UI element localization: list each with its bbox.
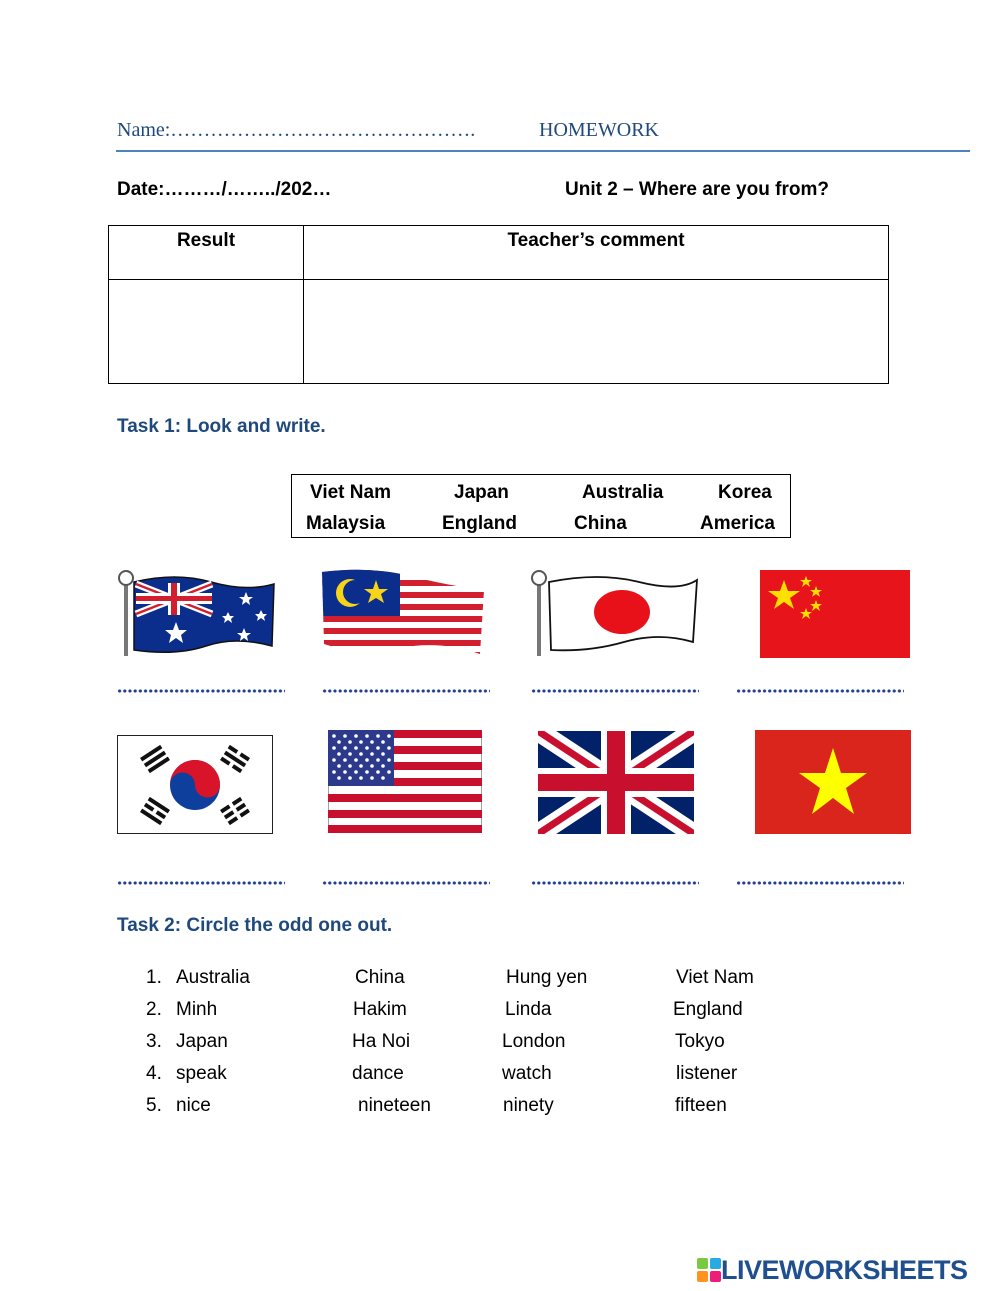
word-option[interactable]: watch	[502, 1063, 552, 1084]
word-option[interactable]: Viet Nam	[676, 967, 754, 988]
answer-line-4[interactable]	[736, 688, 904, 694]
date-field-label: Date:………/……../202…	[117, 179, 332, 200]
word-option[interactable]: Hakim	[353, 999, 407, 1020]
teacher-comment-header: Teacher’s comment	[304, 226, 889, 280]
task1-title: Task 1: Look and write.	[117, 416, 326, 437]
row-number: 4.	[146, 1063, 162, 1084]
word-option[interactable]: listener	[676, 1063, 738, 1084]
word-option[interactable]: Hung yen	[506, 967, 588, 988]
word-option[interactable]: Australia	[176, 967, 250, 988]
word-option[interactable]: speak	[176, 1063, 227, 1084]
uk-flag	[538, 731, 694, 834]
word-option[interactable]: dance	[352, 1063, 404, 1084]
unit-title: Unit 2 – Where are you from?	[565, 179, 829, 200]
answer-line-8[interactable]	[736, 880, 904, 886]
word-bank-item: Korea	[718, 482, 772, 503]
page-title: HOMEWORK	[539, 119, 659, 141]
korea-flag	[117, 735, 273, 834]
result-header: Result	[109, 226, 304, 280]
row-number: 2.	[146, 999, 162, 1020]
japan-flag	[529, 570, 701, 658]
word-option[interactable]: England	[673, 999, 743, 1020]
word-option[interactable]: Tokyo	[675, 1031, 725, 1052]
header-divider	[116, 150, 970, 152]
word-bank-item: Australia	[582, 482, 664, 503]
row-number: 3.	[146, 1031, 162, 1052]
name-field-label: Name:……………………………………….	[117, 119, 476, 141]
word-option[interactable]: Linda	[505, 999, 552, 1020]
vietnam-flag	[755, 730, 911, 834]
word-bank-item: Viet Nam	[310, 482, 391, 503]
result-table	[108, 225, 889, 384]
liveworksheets-logo	[697, 1256, 968, 1284]
logo-text: LIVEWORKSHEETS	[721, 1255, 968, 1285]
answer-line-3[interactable]	[531, 688, 699, 694]
result-cell[interactable]	[109, 280, 304, 384]
word-bank-item: Japan	[454, 482, 509, 503]
word-option[interactable]: London	[502, 1031, 566, 1052]
word-bank	[291, 474, 791, 538]
answer-line-1[interactable]	[117, 688, 285, 694]
row-number: 1.	[146, 967, 162, 988]
answer-line-6[interactable]	[322, 880, 490, 886]
answer-line-2[interactable]	[322, 688, 490, 694]
word-option[interactable]: nice	[176, 1095, 211, 1116]
word-option[interactable]: Ha Noi	[352, 1031, 411, 1052]
word-option[interactable]: ninety	[503, 1095, 554, 1116]
word-option[interactable]: China	[355, 967, 405, 988]
answer-line-7[interactable]	[531, 880, 699, 886]
china-flag	[760, 570, 910, 658]
task2-title: Task 2: Circle the odd one out.	[117, 915, 393, 936]
word-bank-item: Malaysia	[306, 513, 386, 534]
teacher-comment-cell[interactable]	[304, 280, 889, 384]
usa-flag	[328, 730, 482, 833]
answer-line-5[interactable]	[117, 880, 285, 886]
word-option[interactable]: fifteen	[675, 1095, 727, 1116]
australia-flag	[116, 570, 278, 658]
word-bank-item: China	[574, 513, 627, 534]
word-option[interactable]: Japan	[176, 1031, 228, 1052]
word-option[interactable]: Minh	[176, 999, 218, 1020]
logo-blocks-icon	[697, 1258, 721, 1282]
word-bank-item: America	[700, 513, 775, 534]
word-bank-item: England	[442, 513, 517, 534]
row-number: 5.	[146, 1095, 162, 1116]
word-option[interactable]: nineteen	[358, 1095, 431, 1116]
malaysia-flag	[320, 568, 488, 660]
